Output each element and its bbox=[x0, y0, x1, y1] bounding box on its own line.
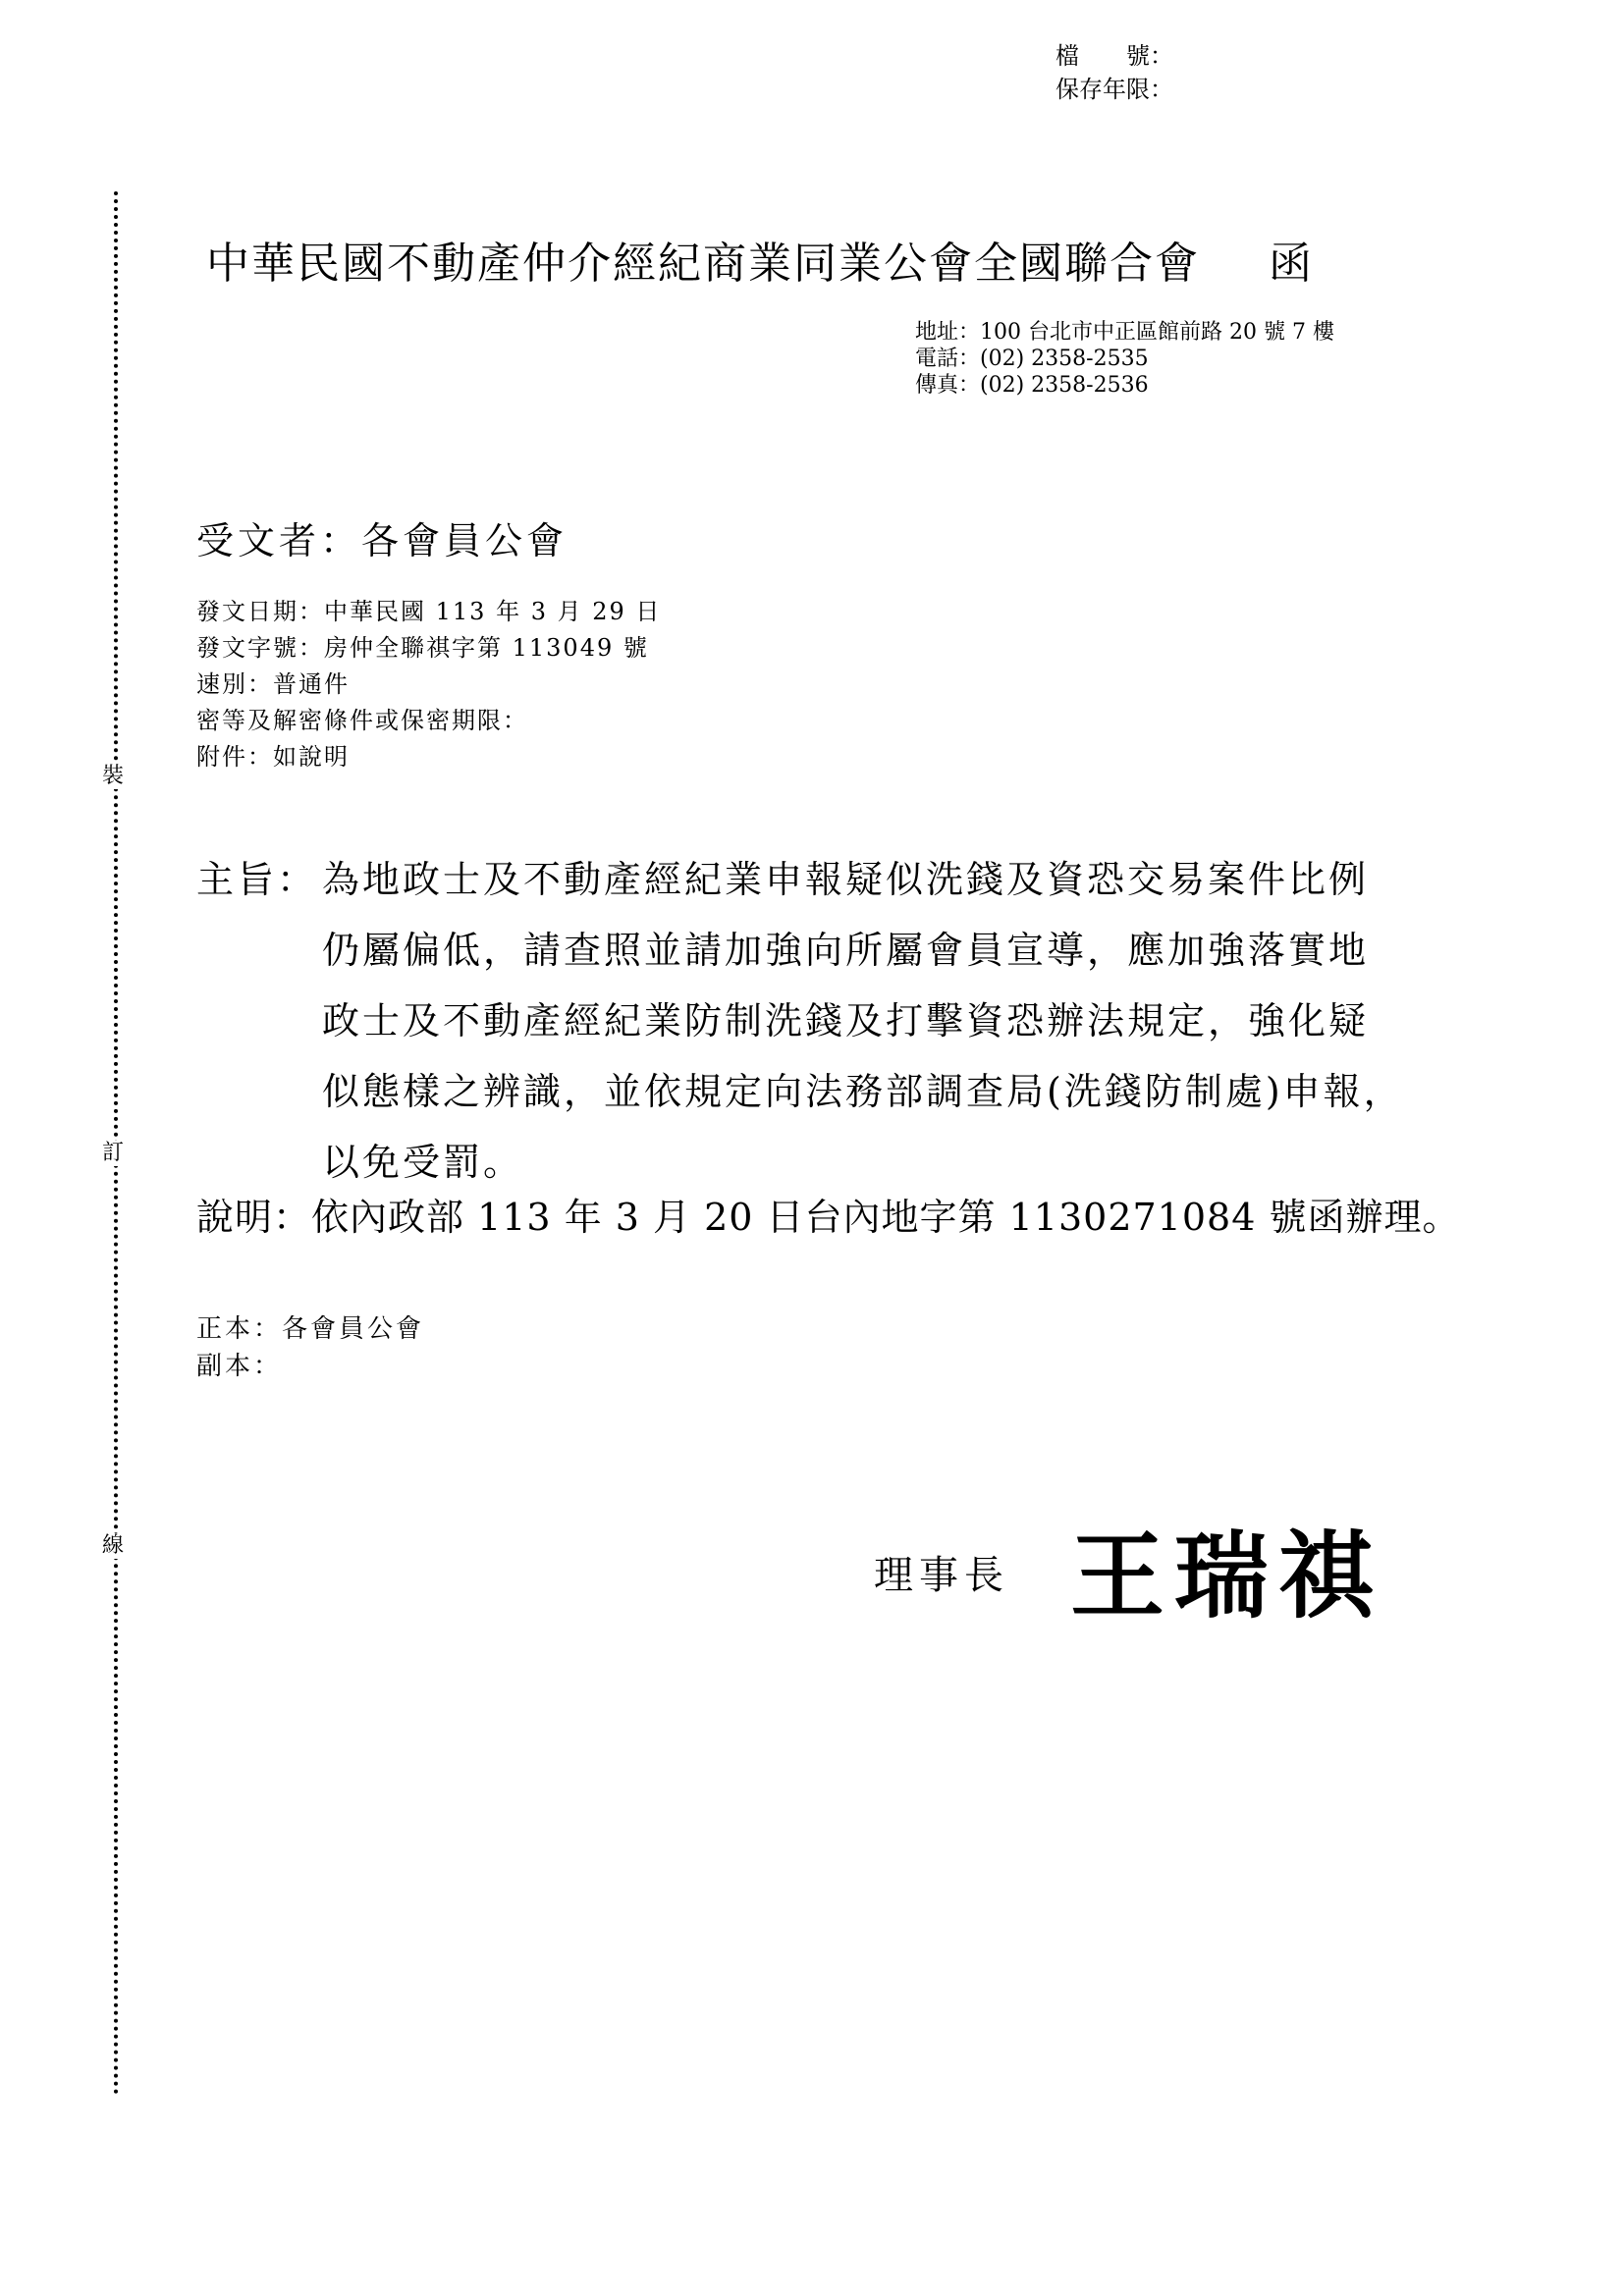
duplicate-recipient: 副本： bbox=[196, 1352, 283, 1381]
original-recipient: 正本：各會員公會 bbox=[196, 1314, 425, 1344]
file-meta bbox=[1056, 39, 1173, 106]
org-name: 中華民國不動產仲介經紀商業同業公會全國聯合會 bbox=[206, 239, 1200, 289]
subject-line: 似態樣之辨識，並依規定向法務部調查局(洗錢防制處)申報， bbox=[322, 1070, 1404, 1113]
org-title bbox=[206, 228, 1314, 291]
recipient: 受文者：各會員公會 bbox=[196, 519, 568, 562]
binding-mark-zhuang: 裝 bbox=[102, 764, 125, 788]
explanation: 說明：依內政部 113 年 3 月 20 日台內地字第 1130271084 號函辦理。 bbox=[196, 1196, 1461, 1239]
retention-label: 保存年限： bbox=[1056, 76, 1173, 103]
signer-title: 理事長 bbox=[874, 1553, 1009, 1598]
attachment: 附件：如說明 bbox=[196, 743, 350, 771]
classification: 密等及解密條件或保密期限： bbox=[196, 707, 528, 734]
binding-mark-ding: 訂 bbox=[102, 1141, 125, 1165]
subject-line: 政士及不動產經紀業防制洗錢及打擊資恐辦法規定，強化疑 bbox=[322, 999, 1370, 1042]
copies bbox=[196, 1310, 424, 1385]
document-meta bbox=[196, 594, 661, 775]
priority: 速別：普通件 bbox=[196, 670, 350, 698]
subject-body bbox=[322, 844, 1404, 1198]
contact-info bbox=[915, 319, 1334, 399]
file-number-label: 檔 號： bbox=[1056, 42, 1173, 70]
address: 地址：100 台北市中正區館前路 20 號 7 樓 bbox=[915, 320, 1334, 345]
subject-label: 主旨： bbox=[196, 858, 318, 901]
doc-type: 函 bbox=[1269, 239, 1314, 289]
subject-line: 仍屬偏低，請查照並請加強向所屬會員宣導，應加強落實地 bbox=[322, 929, 1370, 972]
signer-name: 王瑞祺 bbox=[1070, 1522, 1382, 1631]
fax: 傳真：(02) 2358-2536 bbox=[915, 373, 1149, 398]
subject-line: 以免受罰。 bbox=[322, 1141, 524, 1184]
subject-line: 為地政士及不動產經紀業申報疑似洗錢及資恐交易案件比例 bbox=[322, 858, 1370, 901]
phone: 電話：(02) 2358-2535 bbox=[915, 347, 1149, 371]
binding-mark-xian: 線 bbox=[102, 1533, 125, 1558]
doc-number: 發文字號：房仲全聯祺字第 113049 號 bbox=[196, 634, 649, 662]
issue-date: 發文日期：中華民國 113 年 3 月 29 日 bbox=[196, 598, 662, 625]
